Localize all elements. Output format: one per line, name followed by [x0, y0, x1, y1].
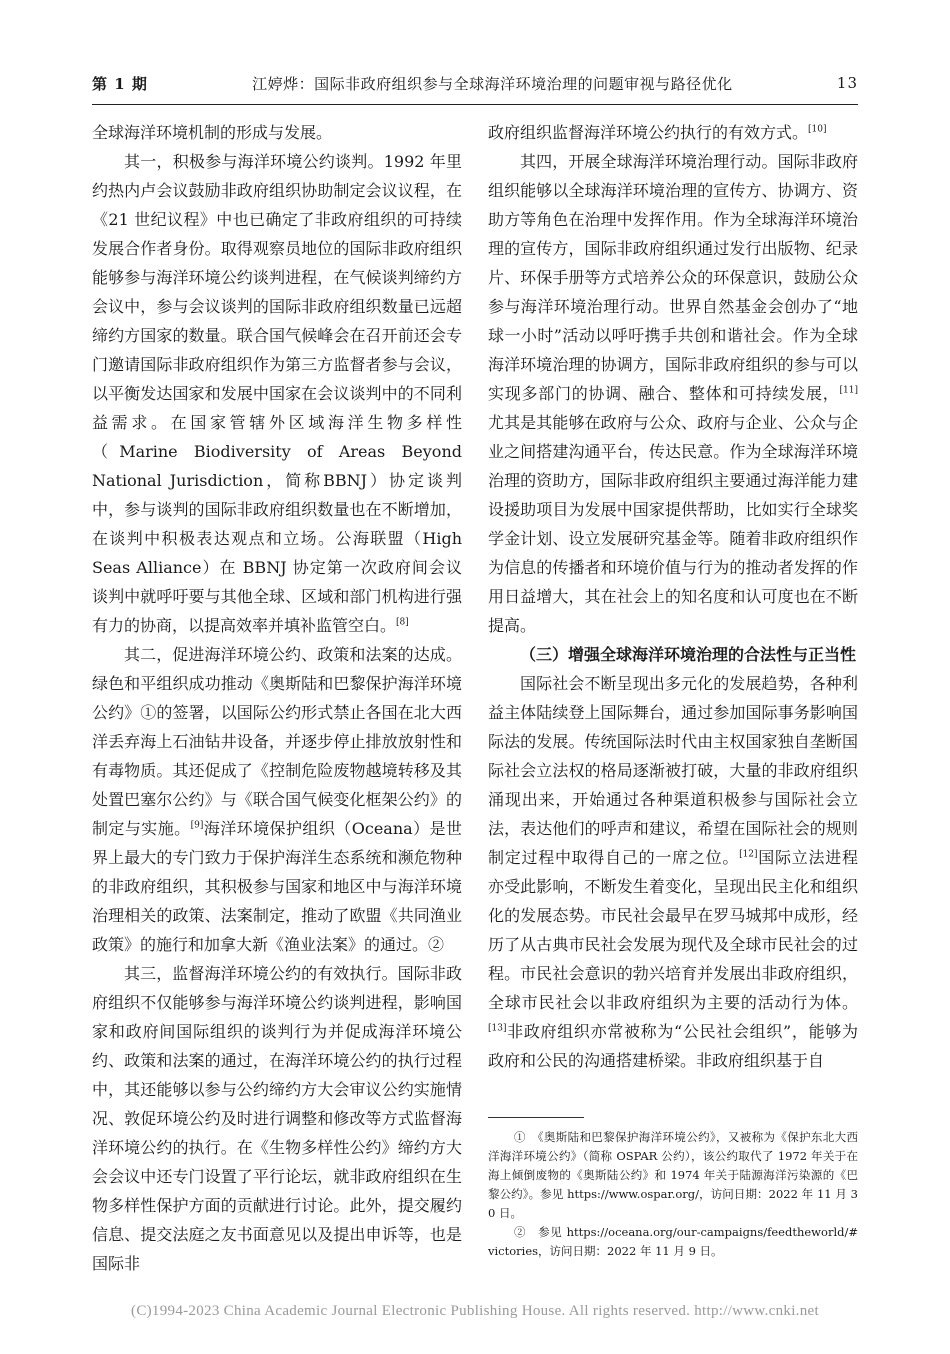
paragraph: 国际社会不断呈现出多元化的发展趋势，各种利益主体陆续登上国际舞台，通过参加国际事务影响国际法的发展。传统国际法时代由主权国家独自垄断国际社会立法权的格局逐渐被打破，大量的非政府组织涌现出来，开始通过各种渠道积极参与国际社会立法，表达他们的呼声和建议，希望在国际社会的规则制定过程中取得自己的一席之位。[12]国际立法进程亦受此影响，不断发生着变化，呈现出民主化和组织化的发展态势。市民社会最早在罗马城邦中成形，经历了从古典市民社会发展为现代及全球市民社会的过程。市民社会意识的勃兴培育并发展出非政府组织，全球市民社会以非政府组织为主要的活动行为体。[13]非政府组织亦常被称为“公民社会组织”，能够为政府和公民的沟通搭建桥梁。非政府组织基于自: [488, 674, 858, 1070]
footnote: ① 《奥斯陆和巴黎保护海洋环境公约》，又被称为《保护东北大西洋海洋环境公约》（简称 OSPAR 公约），该公约取代了 1972 年关于在海上倾倒废物的《奥斯陆公约》和 1974 年关于陆源海洋污染源的《巴黎公约》。参见 https://www.ospar.org/，访问日期：2022 年 11 月 30 日。: [488, 1130, 859, 1220]
copyright-watermark: (C)1994-2023 China Academic Journal Electronic Publishing House. All rights reserved. http://www.cnki.net: [131, 1303, 819, 1319]
footnotes: [488, 1128, 858, 1261]
paragraph: 政府组织监督海洋环境公约执行的有效方式。[10]: [488, 123, 827, 142]
running-title: 江婷烨：国际非政府组织参与全球海洋环境治理的问题审视与路径优化: [252, 74, 733, 93]
page-number: 13: [836, 74, 858, 92]
citation: [11]: [839, 385, 858, 396]
footnote-separator: [488, 1117, 584, 1118]
issue-number: 第 1 期: [92, 74, 148, 93]
citation: [9]: [190, 820, 204, 831]
right-column: [488, 118, 858, 1070]
citation: [8]: [396, 617, 409, 628]
paragraph: 其一，积极参与海洋环境公约谈判。1992 年里约热内卢会议鼓励非政府组织协助制定会议议程，在《21 世纪议程》中也已确定了非政府组织的可持续发展合作者身份。取得观察员地位的国际非政府组织能够参与海洋环境公约谈判进程，在气候谈判缔约方会议中，参与会议谈判的国际非政府组织数量已远超缔约方国家的数量。联合国气候峰会在召开前还会专门邀请国际非政府组织作为第三方监督者参与会议，以平衡发达国家和发展中国家在会议谈判中的不同利益需求。在国家管辖外区域海洋生物多样性（Marine Biodiversity of Areas Beyond National Jurisdiction，简称BBNJ）协定谈判中，参与谈判的国际非政府组织数量也在不断增加，在谈判中积极表达观点和立场。公海联盟（High Seas Alliance）在 BBNJ 协定第一次政府间会议谈判中就呼吁要与其他全球、区域和部门机构进行强有力的协商，以提高效率并填补监管空白。[8]: [92, 152, 462, 635]
section-heading: （三）增强全球海洋环境治理的合法性与正当性: [520, 645, 857, 664]
paragraph: 全球海洋环境机制的形成与发展。: [92, 123, 333, 142]
footnote-marker: ①: [514, 1130, 526, 1144]
paragraph: 其四，开展全球海洋环境治理行动。国际非政府组织能够以全球海洋环境治理的宣传方、协调方、资助方等角色在治理中发挥作用。作为全球海洋环境治理的宣传方，国际非政府组织通过发行出版物、纪录片、环保手册等方式培养公众的环保意识，鼓励公众参与海洋环境治理行动。世界自然基金会创办了“地球一小时”活动以呼吁携手共创和谐社会。作为全球海洋环境治理的协调方，国际非政府组织的参与可以实现多部门的协调、融合、整体和可持续发展，[11]尤其是其能够在政府与公众、政府与企业、公众与企业之间搭建沟通平台，传达民意。作为全球海洋环境治理的资助方，国际非政府组织主要通过海洋能力建设援助项目为发展中国家提供帮助，比如实行全球奖学金计划、设立发展研究基金等。随着非政府组织作为信息的传播者和环境价值与行为的推动者发挥的作用日益增大，其在社会上的知名度和认可度也在不断提高。: [488, 152, 858, 635]
header-rule: [92, 104, 858, 105]
left-column: [92, 118, 462, 1273]
running-header: [92, 66, 858, 100]
paragraph: 其二，促进海洋环境公约、政策和法案的达成。绿色和平组织成功推动《奥斯陆和巴黎保护海洋环境公约》①的签署，以国际公约形式禁止各国在北大西洋丢弃海上石油钻井设备，并逐步停止排放放射性和有毒物质。其还促成了《控制危险废物越境转移及其处置巴塞尔公约》与《联合国气候变化框架公约》的制定与实施。[9]海洋环境保护组织（Oceana）是世界上最大的专门致力于保护海洋生态系统和濒危物种的非政府组织，其积极参与国家和地区中与海洋环境治理相关的政策、法案制定，推动了欧盟《共同渔业政策》的施行和加拿大新《渔业法案》的通过。②: [92, 645, 462, 954]
citation: [10]: [808, 124, 827, 135]
citation: [12]: [739, 849, 758, 860]
citation: [13]: [488, 1023, 507, 1034]
footnote-marker: ②: [514, 1225, 527, 1239]
footnote: ② 参见 https://oceana.org/our-campaigns/feedtheworld/#victories，访问日期：2022 年 11 月 9 日。: [488, 1225, 858, 1258]
paragraph: 其三，监督海洋环境公约的有效执行。国际非政府组织不仅能够参与海洋环境公约谈判进程，影响国家和政府间国际组织的谈判行为并促成海洋环境公约、政策和法案的通过，在海洋环境公约的执行过程中，其还能够以参与公约缔约方大会审议公约实施情况、敦促环境公约及时进行调整和修改等方式监督海洋环境公约的执行。在《生物多样性公约》缔约方大会会议中还专门设置了平行论坛，就非政府组织在生物多样性保护方面的贡献进行讨论。此外，提交履约信息、提交法庭之友书面意见以及提出申诉等，也是国际非: [92, 964, 462, 1273]
